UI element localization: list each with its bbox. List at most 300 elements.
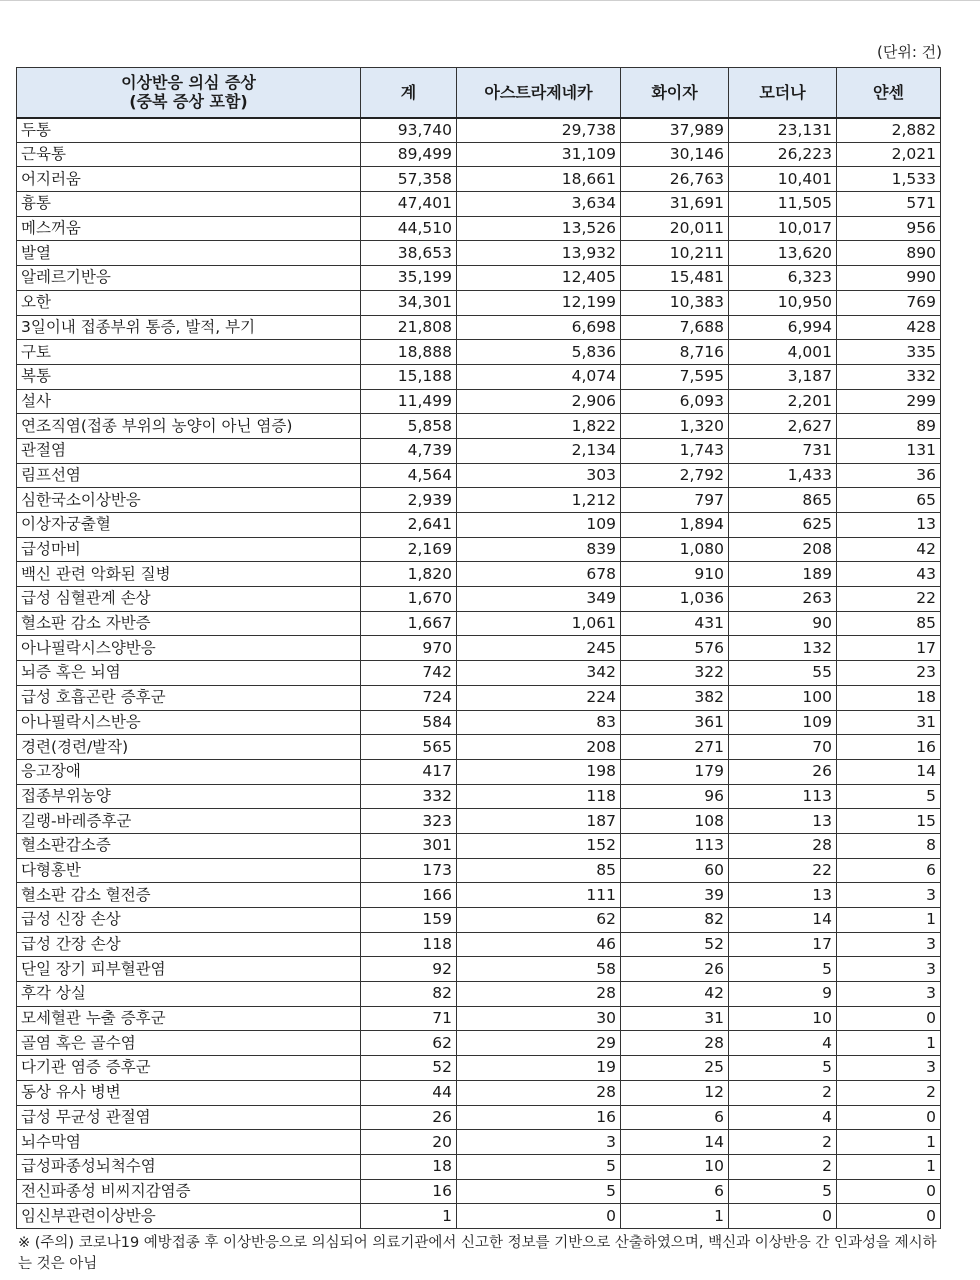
cell-astrazeneca: 4,074 xyxy=(457,364,621,389)
cell-astrazeneca: 12,199 xyxy=(457,290,621,315)
cell-pfizer: 15,481 xyxy=(621,266,729,291)
cell-janssen: 15 xyxy=(837,809,941,834)
cell-pfizer: 52 xyxy=(621,932,729,957)
cell-total: 724 xyxy=(361,685,457,710)
cell-total: 332 xyxy=(361,784,457,809)
cell-astrazeneca: 0 xyxy=(457,1204,621,1229)
cell-janssen: 3 xyxy=(837,957,941,982)
cell-total: 35,199 xyxy=(361,266,457,291)
cell-astrazeneca: 13,932 xyxy=(457,241,621,266)
cell-moderna: 10,401 xyxy=(729,167,837,192)
cell-janssen: 1 xyxy=(837,1130,941,1155)
cell-total: 18,888 xyxy=(361,340,457,365)
cell-astrazeneca: 342 xyxy=(457,661,621,686)
table-row xyxy=(17,118,941,143)
cell-astrazeneca: 18,661 xyxy=(457,167,621,192)
cell-janssen: 13 xyxy=(837,513,941,538)
cell-pfizer: 113 xyxy=(621,833,729,858)
cell-pfizer: 179 xyxy=(621,759,729,784)
unit-note: (단위: 건) xyxy=(877,43,942,61)
cell-total: 2,169 xyxy=(361,537,457,562)
table-row xyxy=(17,908,941,933)
cell-symptom: 3일이내 접종부위 통증, 발적, 부기 xyxy=(17,315,361,340)
table-row xyxy=(17,562,941,587)
cell-symptom: 설사 xyxy=(17,389,361,414)
cell-total: 323 xyxy=(361,809,457,834)
table-row xyxy=(17,1130,941,1155)
table-row xyxy=(17,241,941,266)
cell-pfizer: 7,595 xyxy=(621,364,729,389)
cell-total: 1,667 xyxy=(361,611,457,636)
cell-astrazeneca: 62 xyxy=(457,908,621,933)
cell-pfizer: 31 xyxy=(621,1006,729,1031)
table-row xyxy=(17,858,941,883)
cell-total: 4,739 xyxy=(361,438,457,463)
table-row xyxy=(17,167,941,192)
cell-pfizer: 10,211 xyxy=(621,241,729,266)
header-pfizer: 화이자 xyxy=(621,68,729,118)
cell-moderna: 625 xyxy=(729,513,837,538)
cell-total: 565 xyxy=(361,735,457,760)
cell-total: 15,188 xyxy=(361,364,457,389)
cell-pfizer: 60 xyxy=(621,858,729,883)
table-row xyxy=(17,1105,941,1130)
cell-moderna: 4,001 xyxy=(729,340,837,365)
cell-symptom: 다기관 염증 증후군 xyxy=(17,1056,361,1081)
cell-moderna: 2 xyxy=(729,1080,837,1105)
table-row xyxy=(17,1179,941,1204)
cell-symptom: 백신 관련 악화된 질병 xyxy=(17,562,361,587)
cell-astrazeneca: 678 xyxy=(457,562,621,587)
cell-pfizer: 322 xyxy=(621,661,729,686)
cell-symptom: 길랭-바레증후군 xyxy=(17,809,361,834)
cell-astrazeneca: 29,738 xyxy=(457,118,621,143)
cell-pfizer: 910 xyxy=(621,562,729,587)
cell-astrazeneca: 29 xyxy=(457,1031,621,1056)
cell-total: 26 xyxy=(361,1105,457,1130)
cell-pfizer: 1 xyxy=(621,1204,729,1229)
cell-pfizer: 82 xyxy=(621,908,729,933)
cell-pfizer: 6,093 xyxy=(621,389,729,414)
cell-moderna: 132 xyxy=(729,636,837,661)
table-header-row xyxy=(17,68,941,118)
cell-symptom: 근육통 xyxy=(17,142,361,167)
cell-astrazeneca: 30 xyxy=(457,1006,621,1031)
cell-moderna: 2 xyxy=(729,1154,837,1179)
cell-astrazeneca: 839 xyxy=(457,537,621,562)
cell-total: 1 xyxy=(361,1204,457,1229)
cell-janssen: 0 xyxy=(837,1179,941,1204)
cell-astrazeneca: 16 xyxy=(457,1105,621,1130)
cell-janssen: 332 xyxy=(837,364,941,389)
table-row xyxy=(17,290,941,315)
cell-moderna: 26 xyxy=(729,759,837,784)
cell-astrazeneca: 28 xyxy=(457,982,621,1007)
cell-moderna: 6,994 xyxy=(729,315,837,340)
table-row xyxy=(17,809,941,834)
cell-symptom: 급성 무균성 관절염 xyxy=(17,1105,361,1130)
cell-janssen: 3 xyxy=(837,883,941,908)
cell-pfizer: 576 xyxy=(621,636,729,661)
cell-astrazeneca: 5,836 xyxy=(457,340,621,365)
cell-janssen: 0 xyxy=(837,1204,941,1229)
cell-astrazeneca: 46 xyxy=(457,932,621,957)
cell-total: 44 xyxy=(361,1080,457,1105)
cell-janssen: 18 xyxy=(837,685,941,710)
cell-pfizer: 431 xyxy=(621,611,729,636)
cell-janssen: 8 xyxy=(837,833,941,858)
cell-pfizer: 7,688 xyxy=(621,315,729,340)
cell-janssen: 990 xyxy=(837,266,941,291)
cell-pfizer: 26 xyxy=(621,957,729,982)
table-row xyxy=(17,957,941,982)
cell-pfizer: 28 xyxy=(621,1031,729,1056)
cell-astrazeneca: 13,526 xyxy=(457,216,621,241)
cell-moderna: 6,323 xyxy=(729,266,837,291)
cell-symptom: 흉통 xyxy=(17,192,361,217)
cell-total: 16 xyxy=(361,1179,457,1204)
cell-pfizer: 6 xyxy=(621,1105,729,1130)
cell-astrazeneca: 1,822 xyxy=(457,414,621,439)
cell-astrazeneca: 1,212 xyxy=(457,488,621,513)
cell-pfizer: 382 xyxy=(621,685,729,710)
cell-symptom: 오한 xyxy=(17,290,361,315)
cell-astrazeneca: 19 xyxy=(457,1056,621,1081)
cell-janssen: 3 xyxy=(837,982,941,1007)
header-astrazeneca: 아스트라제네카 xyxy=(457,68,621,118)
cell-astrazeneca: 111 xyxy=(457,883,621,908)
cell-janssen: 89 xyxy=(837,414,941,439)
cell-total: 417 xyxy=(361,759,457,784)
cell-moderna: 263 xyxy=(729,587,837,612)
table-row xyxy=(17,784,941,809)
table-row xyxy=(17,1204,941,1229)
cell-symptom: 골염 혹은 골수염 xyxy=(17,1031,361,1056)
cell-moderna: 22 xyxy=(729,858,837,883)
cell-astrazeneca: 83 xyxy=(457,710,621,735)
cell-symptom: 후각 상실 xyxy=(17,982,361,1007)
cell-moderna: 13,620 xyxy=(729,241,837,266)
cell-pfizer: 96 xyxy=(621,784,729,809)
cell-total: 44,510 xyxy=(361,216,457,241)
header-symptom xyxy=(17,68,361,118)
cell-janssen: 2,882 xyxy=(837,118,941,143)
cell-total: 173 xyxy=(361,858,457,883)
cell-janssen: 1 xyxy=(837,1154,941,1179)
cell-janssen: 17 xyxy=(837,636,941,661)
cell-total: 4,564 xyxy=(361,463,457,488)
cell-moderna: 2,627 xyxy=(729,414,837,439)
cell-total: 38,653 xyxy=(361,241,457,266)
cell-janssen: 43 xyxy=(837,562,941,587)
cell-moderna: 189 xyxy=(729,562,837,587)
cell-total: 89,499 xyxy=(361,142,457,167)
cell-pfizer: 37,989 xyxy=(621,118,729,143)
cell-moderna: 10 xyxy=(729,1006,837,1031)
cell-janssen: 428 xyxy=(837,315,941,340)
cell-moderna: 208 xyxy=(729,537,837,562)
cell-moderna: 2 xyxy=(729,1130,837,1155)
cell-janssen: 2,021 xyxy=(837,142,941,167)
cell-janssen: 571 xyxy=(837,192,941,217)
cell-moderna: 14 xyxy=(729,908,837,933)
cell-janssen: 23 xyxy=(837,661,941,686)
table-row xyxy=(17,266,941,291)
table-row xyxy=(17,611,941,636)
cell-pfizer: 42 xyxy=(621,982,729,1007)
cell-janssen: 5 xyxy=(837,784,941,809)
table-row xyxy=(17,463,941,488)
cell-janssen: 3 xyxy=(837,1056,941,1081)
cell-total: 2,939 xyxy=(361,488,457,513)
cell-symptom: 급성 호흡곤란 증후군 xyxy=(17,685,361,710)
cell-moderna: 10,017 xyxy=(729,216,837,241)
cell-total: 92 xyxy=(361,957,457,982)
cell-pfizer: 1,036 xyxy=(621,587,729,612)
cell-astrazeneca: 58 xyxy=(457,957,621,982)
cell-astrazeneca: 224 xyxy=(457,685,621,710)
cell-symptom: 아나필락시스반응 xyxy=(17,710,361,735)
cell-moderna: 731 xyxy=(729,438,837,463)
cell-symptom: 모세혈관 누출 증후군 xyxy=(17,1006,361,1031)
table-row xyxy=(17,636,941,661)
cell-pfizer: 108 xyxy=(621,809,729,834)
table-row xyxy=(17,883,941,908)
cell-symptom: 급성 심혈관계 손상 xyxy=(17,587,361,612)
cell-total: 301 xyxy=(361,833,457,858)
cell-symptom: 다형홍반 xyxy=(17,858,361,883)
cell-janssen: 956 xyxy=(837,216,941,241)
header-janssen: 얀센 xyxy=(837,68,941,118)
cell-total: 1,670 xyxy=(361,587,457,612)
cell-astrazeneca: 12,405 xyxy=(457,266,621,291)
cell-symptom: 전신파종성 비씨지감염증 xyxy=(17,1179,361,1204)
cell-total: 62 xyxy=(361,1031,457,1056)
cell-astrazeneca: 31,109 xyxy=(457,142,621,167)
cell-pfizer: 271 xyxy=(621,735,729,760)
cell-moderna: 4 xyxy=(729,1031,837,1056)
cell-pfizer: 2,792 xyxy=(621,463,729,488)
cell-pfizer: 797 xyxy=(621,488,729,513)
table-row xyxy=(17,216,941,241)
cell-janssen: 31 xyxy=(837,710,941,735)
cell-janssen: 1 xyxy=(837,908,941,933)
cell-total: 21,808 xyxy=(361,315,457,340)
cell-astrazeneca: 152 xyxy=(457,833,621,858)
cell-symptom: 어지러움 xyxy=(17,167,361,192)
cell-moderna: 865 xyxy=(729,488,837,513)
cell-janssen: 14 xyxy=(837,759,941,784)
cell-astrazeneca: 2,134 xyxy=(457,438,621,463)
cell-janssen: 2 xyxy=(837,1080,941,1105)
cell-astrazeneca: 109 xyxy=(457,513,621,538)
cell-pfizer: 361 xyxy=(621,710,729,735)
cell-janssen: 6 xyxy=(837,858,941,883)
cell-astrazeneca: 208 xyxy=(457,735,621,760)
table-body xyxy=(17,118,941,1229)
cell-total: 970 xyxy=(361,636,457,661)
cell-symptom: 급성파종성뇌척수염 xyxy=(17,1154,361,1179)
cell-moderna: 5 xyxy=(729,957,837,982)
cell-pfizer: 6 xyxy=(621,1179,729,1204)
cell-moderna: 100 xyxy=(729,685,837,710)
cell-total: 166 xyxy=(361,883,457,908)
cell-moderna: 3,187 xyxy=(729,364,837,389)
cell-symptom: 이상자궁출혈 xyxy=(17,513,361,538)
cell-pfizer: 1,080 xyxy=(621,537,729,562)
cell-astrazeneca: 198 xyxy=(457,759,621,784)
cell-janssen: 16 xyxy=(837,735,941,760)
table-row xyxy=(17,759,941,784)
cell-symptom: 접종부위농양 xyxy=(17,784,361,809)
cell-janssen: 1 xyxy=(837,1031,941,1056)
cell-symptom: 단일 장기 피부혈관염 xyxy=(17,957,361,982)
cell-symptom: 경련(경련/발작) xyxy=(17,735,361,760)
table-row xyxy=(17,587,941,612)
cell-total: 1,820 xyxy=(361,562,457,587)
cell-janssen: 335 xyxy=(837,340,941,365)
header-moderna: 모더나 xyxy=(729,68,837,118)
cell-symptom: 뇌증 혹은 뇌염 xyxy=(17,661,361,686)
cell-total: 34,301 xyxy=(361,290,457,315)
cell-pfizer: 26,763 xyxy=(621,167,729,192)
cell-total: 5,858 xyxy=(361,414,457,439)
cell-moderna: 90 xyxy=(729,611,837,636)
cell-symptom: 연조직염(접종 부위의 농양이 아닌 염증) xyxy=(17,414,361,439)
table-row xyxy=(17,685,941,710)
cell-moderna: 13 xyxy=(729,883,837,908)
table-row xyxy=(17,735,941,760)
table-row xyxy=(17,389,941,414)
cell-pfizer: 12 xyxy=(621,1080,729,1105)
cell-pfizer: 14 xyxy=(621,1130,729,1155)
table-row xyxy=(17,710,941,735)
cell-total: 159 xyxy=(361,908,457,933)
cell-janssen: 299 xyxy=(837,389,941,414)
table-row xyxy=(17,315,941,340)
cell-pfizer: 31,691 xyxy=(621,192,729,217)
table-row xyxy=(17,513,941,538)
cell-astrazeneca: 245 xyxy=(457,636,621,661)
table-row xyxy=(17,932,941,957)
table-row xyxy=(17,537,941,562)
cell-astrazeneca: 303 xyxy=(457,463,621,488)
cell-janssen: 769 xyxy=(837,290,941,315)
table-row xyxy=(17,1006,941,1031)
cell-moderna: 13 xyxy=(729,809,837,834)
cell-total: 118 xyxy=(361,932,457,957)
table-row xyxy=(17,1031,941,1056)
cell-symptom: 응고장애 xyxy=(17,759,361,784)
cell-pfizer: 10,383 xyxy=(621,290,729,315)
table-row xyxy=(17,1056,941,1081)
cell-janssen: 0 xyxy=(837,1105,941,1130)
cell-symptom: 급성 신장 손상 xyxy=(17,908,361,933)
cell-astrazeneca: 5 xyxy=(457,1154,621,1179)
cell-pfizer: 1,743 xyxy=(621,438,729,463)
table-row xyxy=(17,364,941,389)
cell-moderna: 0 xyxy=(729,1204,837,1229)
table-row xyxy=(17,340,941,365)
cell-astrazeneca: 28 xyxy=(457,1080,621,1105)
table-row xyxy=(17,1154,941,1179)
cell-symptom: 동상 유사 병변 xyxy=(17,1080,361,1105)
cell-astrazeneca: 187 xyxy=(457,809,621,834)
table-row xyxy=(17,414,941,439)
cell-pfizer: 1,320 xyxy=(621,414,729,439)
cell-astrazeneca: 6,698 xyxy=(457,315,621,340)
cell-total: 93,740 xyxy=(361,118,457,143)
cell-total: 11,499 xyxy=(361,389,457,414)
cell-total: 57,358 xyxy=(361,167,457,192)
cell-moderna: 55 xyxy=(729,661,837,686)
cell-total: 47,401 xyxy=(361,192,457,217)
table-row xyxy=(17,192,941,217)
cell-janssen: 890 xyxy=(837,241,941,266)
cell-astrazeneca: 118 xyxy=(457,784,621,809)
cell-symptom: 림프선염 xyxy=(17,463,361,488)
table-row xyxy=(17,142,941,167)
table-row xyxy=(17,488,941,513)
cell-symptom: 급성마비 xyxy=(17,537,361,562)
cell-janssen: 42 xyxy=(837,537,941,562)
cell-janssen: 0 xyxy=(837,1006,941,1031)
cell-janssen: 36 xyxy=(837,463,941,488)
cell-symptom: 메스꺼움 xyxy=(17,216,361,241)
cell-total: 742 xyxy=(361,661,457,686)
cell-moderna: 17 xyxy=(729,932,837,957)
cell-astrazeneca: 349 xyxy=(457,587,621,612)
cell-janssen: 3 xyxy=(837,932,941,957)
header-symptom-line1: 이상반응 의심 증상 xyxy=(121,73,256,93)
cell-moderna: 10,950 xyxy=(729,290,837,315)
cell-total: 20 xyxy=(361,1130,457,1155)
cell-moderna: 26,223 xyxy=(729,142,837,167)
cell-janssen: 22 xyxy=(837,587,941,612)
cell-moderna: 113 xyxy=(729,784,837,809)
cell-pfizer: 25 xyxy=(621,1056,729,1081)
cell-astrazeneca: 3,634 xyxy=(457,192,621,217)
header-total: 계 xyxy=(361,68,457,118)
cell-moderna: 5 xyxy=(729,1179,837,1204)
cell-moderna: 70 xyxy=(729,735,837,760)
cell-moderna: 9 xyxy=(729,982,837,1007)
cell-astrazeneca: 85 xyxy=(457,858,621,883)
table-row xyxy=(17,833,941,858)
cell-symptom: 관절염 xyxy=(17,438,361,463)
cell-astrazeneca: 3 xyxy=(457,1130,621,1155)
cell-symptom: 아나필락시스양반응 xyxy=(17,636,361,661)
cell-pfizer: 10 xyxy=(621,1154,729,1179)
table-row xyxy=(17,982,941,1007)
adverse-reaction-table xyxy=(16,67,941,1229)
cell-pfizer: 30,146 xyxy=(621,142,729,167)
cell-symptom: 뇌수막염 xyxy=(17,1130,361,1155)
cell-symptom: 구토 xyxy=(17,340,361,365)
cell-janssen: 131 xyxy=(837,438,941,463)
cell-total: 71 xyxy=(361,1006,457,1031)
cell-total: 584 xyxy=(361,710,457,735)
cell-janssen: 85 xyxy=(837,611,941,636)
cell-pfizer: 1,894 xyxy=(621,513,729,538)
cell-total: 2,641 xyxy=(361,513,457,538)
cell-moderna: 11,505 xyxy=(729,192,837,217)
header-symptom-line2: (중복 증상 포함) xyxy=(129,92,248,112)
cell-moderna: 2,201 xyxy=(729,389,837,414)
cell-astrazeneca: 5 xyxy=(457,1179,621,1204)
cell-janssen: 65 xyxy=(837,488,941,513)
cell-moderna: 4 xyxy=(729,1105,837,1130)
